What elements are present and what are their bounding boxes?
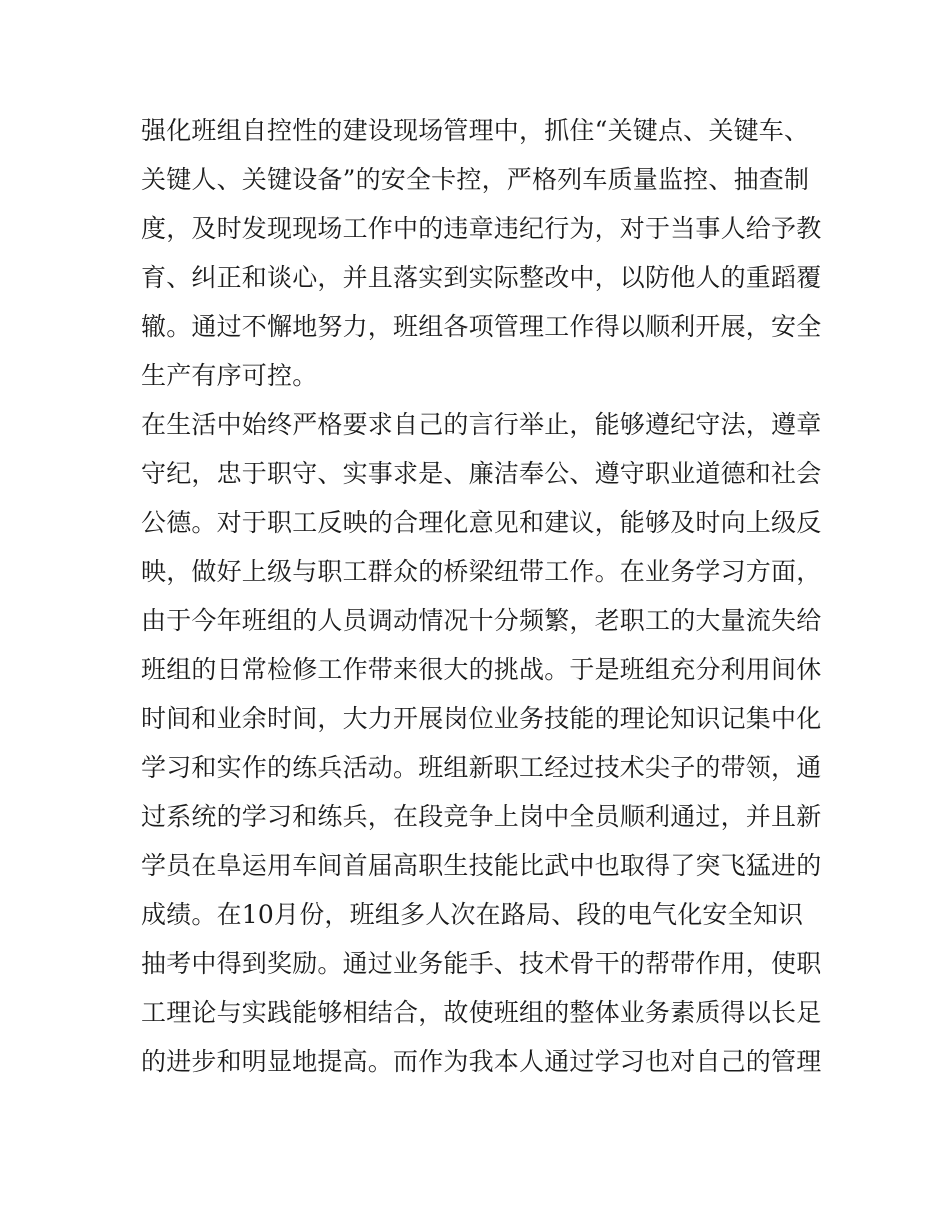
text-line: 育、纠正和谈心，并且落实到实际整改中，以防他人的重蹈覆	[141, 263, 822, 292]
text-line: 的进步和明显地提高。而作为我本人通过学习也对自己的管理	[141, 1047, 822, 1076]
text-line: 公德。对于职工反映的合理化意见和建议，能够及时向上级反	[141, 508, 822, 537]
text-line: 班组的日常检修工作带来很大的挑战。于是班组充分利用间休	[141, 655, 822, 684]
text-line: 在生活中始终严格要求自己的言行举止，能够遵纪守法，遵章	[141, 410, 822, 439]
text-line: 抽考中得到奖励。通过业务能手、技术骨干的帮带作用，使职	[141, 949, 822, 978]
text-line: 生产有序可控。	[141, 361, 318, 390]
text-line: 时间和业余时间，大力开展岗位业务技能的理论知识记集中化	[141, 704, 822, 733]
text-line: 度，及时发现现场工作中的违章违纪行为，对于当事人给予教	[141, 214, 822, 243]
text-line: 辙。通过不懈地努力，班组各项管理工作得以顺利开展，安全	[141, 312, 822, 341]
text-line: 过系统的学习和练兵，在段竞争上岗中全员顺利通过，并且新	[141, 802, 822, 831]
text-line: 工理论与实践能够相结合，故使班组的整体业务素质得以长足	[141, 998, 822, 1027]
text-line: 强化班组自控性的建设现场管理中，抓住“关键点、关键车、	[141, 116, 810, 145]
body-text	[141, 106, 821, 1086]
text-line: 关键人、关键设备”的安全卡控，严格列车质量监控、抽查制	[141, 165, 810, 194]
text-line: 成绩。在10月份，班组多人次在路局、段的电气化安全知识	[141, 900, 804, 929]
text-line: 守纪，忠于职守、实事求是、廉洁奉公、遵守职业道德和社会	[141, 459, 822, 488]
text-line: 由于今年班组的人员调动情况十分频繁，老职工的大量流失给	[141, 606, 822, 635]
text-line: 学习和实作的练兵活动。班组新职工经过技术尖子的带领，通	[141, 753, 822, 782]
text-line: 映，做好上级与职工群众的桥梁纽带工作。在业务学习方面，	[141, 557, 822, 586]
text-line: 学员在阜运用车间首届高职生技能比武中也取得了突飞猛进的	[141, 851, 822, 880]
